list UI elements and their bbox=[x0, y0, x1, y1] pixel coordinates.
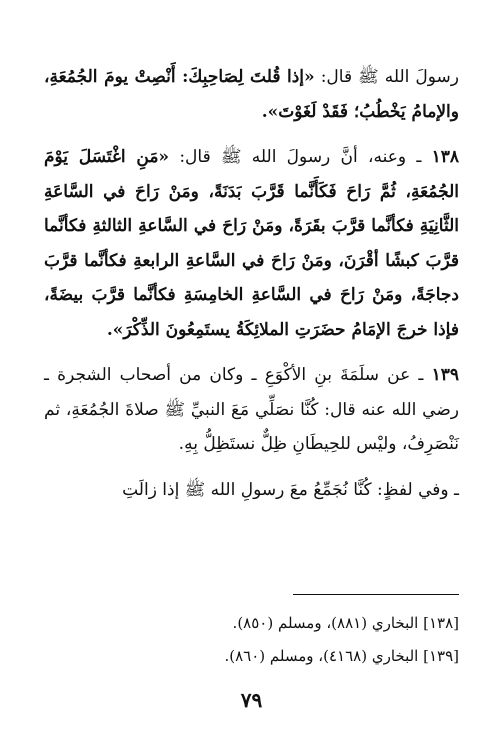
hadith-139-variant-text: ـ وفي لفظٍ: كُنَّا نُجَمِّعُ معَ رسولِ الله ﷺ إذا زالَتِ bbox=[122, 479, 459, 500]
page-number: ٧٩ bbox=[240, 688, 263, 712]
hadith-138-number: ١٣٨ bbox=[431, 147, 459, 167]
footnote-divider bbox=[293, 594, 459, 595]
footnotes bbox=[44, 607, 459, 673]
hadith-137-quote: «إذا قُلتَ لِصَاحِبِكَ: أَنْصِتْ يومَ الجُمُعَةِ، والإمامُ يَخْطُبُ؛ فَقَدْ لَغَوْتَ». bbox=[44, 67, 459, 122]
hadith-139-text: ـ عن سلَمَةَ بنِ الأكْوَعِ ـ وكان من أصحاب الشجرة ـ رضي الله عنه قال: كُنَّا نصَلِّي مَعَ النبيِّ ﷺ صلاةَ الجُمُعَةِ، ثم نَنْصَرِفُ، وليْس للحِيطَانِ ظِلٌّ نستَظِلُّ بِهِ. bbox=[44, 365, 459, 454]
hadith-138-intro: ـ وعنه، أنَّ رسولَ الله ﷺ قال: bbox=[169, 147, 432, 167]
paragraph-gap bbox=[44, 129, 459, 140]
footnote-139: [١٣٩] البخاري (٤١٦٨)، ومسلم (٨٦٠). bbox=[224, 647, 459, 665]
hadith-139-variant bbox=[44, 473, 459, 508]
hadith-138 bbox=[44, 140, 459, 347]
footnote-138: [١٣٨] البخاري (٨٨١)، ومسلم (٨٥٠). bbox=[232, 614, 459, 632]
main-text bbox=[44, 60, 459, 507]
hadith-139 bbox=[44, 358, 459, 462]
hadith-139-number: ١٣٩ bbox=[431, 365, 459, 385]
hadith-138-quote: «مَنِ اغْتَسَلَ يَوْمَ الجُمُعَةِ، ثُمَّ رَاحَ فَكَأَنَّما قَرَّبَ بَدَنَةً، ومَنْ رَاحَ في السَّاعَةِ الثَّانِيَةِ فكأنَّما قرَّبَ بقَرَةً، ومَنْ رَاحَ في السَّاعةِ الثالثةِ فكأنَّما قرَّبَ كبشًا أقْرَنَ، ومَنْ رَاحَ في السَّاعةِ الرابعةِ فكأنَّما قرَّبَ دجاجَةً، ومَنْ رَاحَ في السَّاعةِ الخامِسَةِ فكأنَّما قرَّبَ بيضَةً، فإذا خرجَ الإمَامُ حضَرَتِ الملائِكَةُ يستَمِعُونَ الذِّكْرَ». bbox=[44, 147, 459, 340]
hadith-137-continuation bbox=[44, 60, 459, 129]
hadith-137-intro: رسولَ الله ﷺ قال: bbox=[314, 67, 459, 87]
paragraph-gap bbox=[44, 462, 459, 473]
paragraph-gap bbox=[44, 347, 459, 358]
